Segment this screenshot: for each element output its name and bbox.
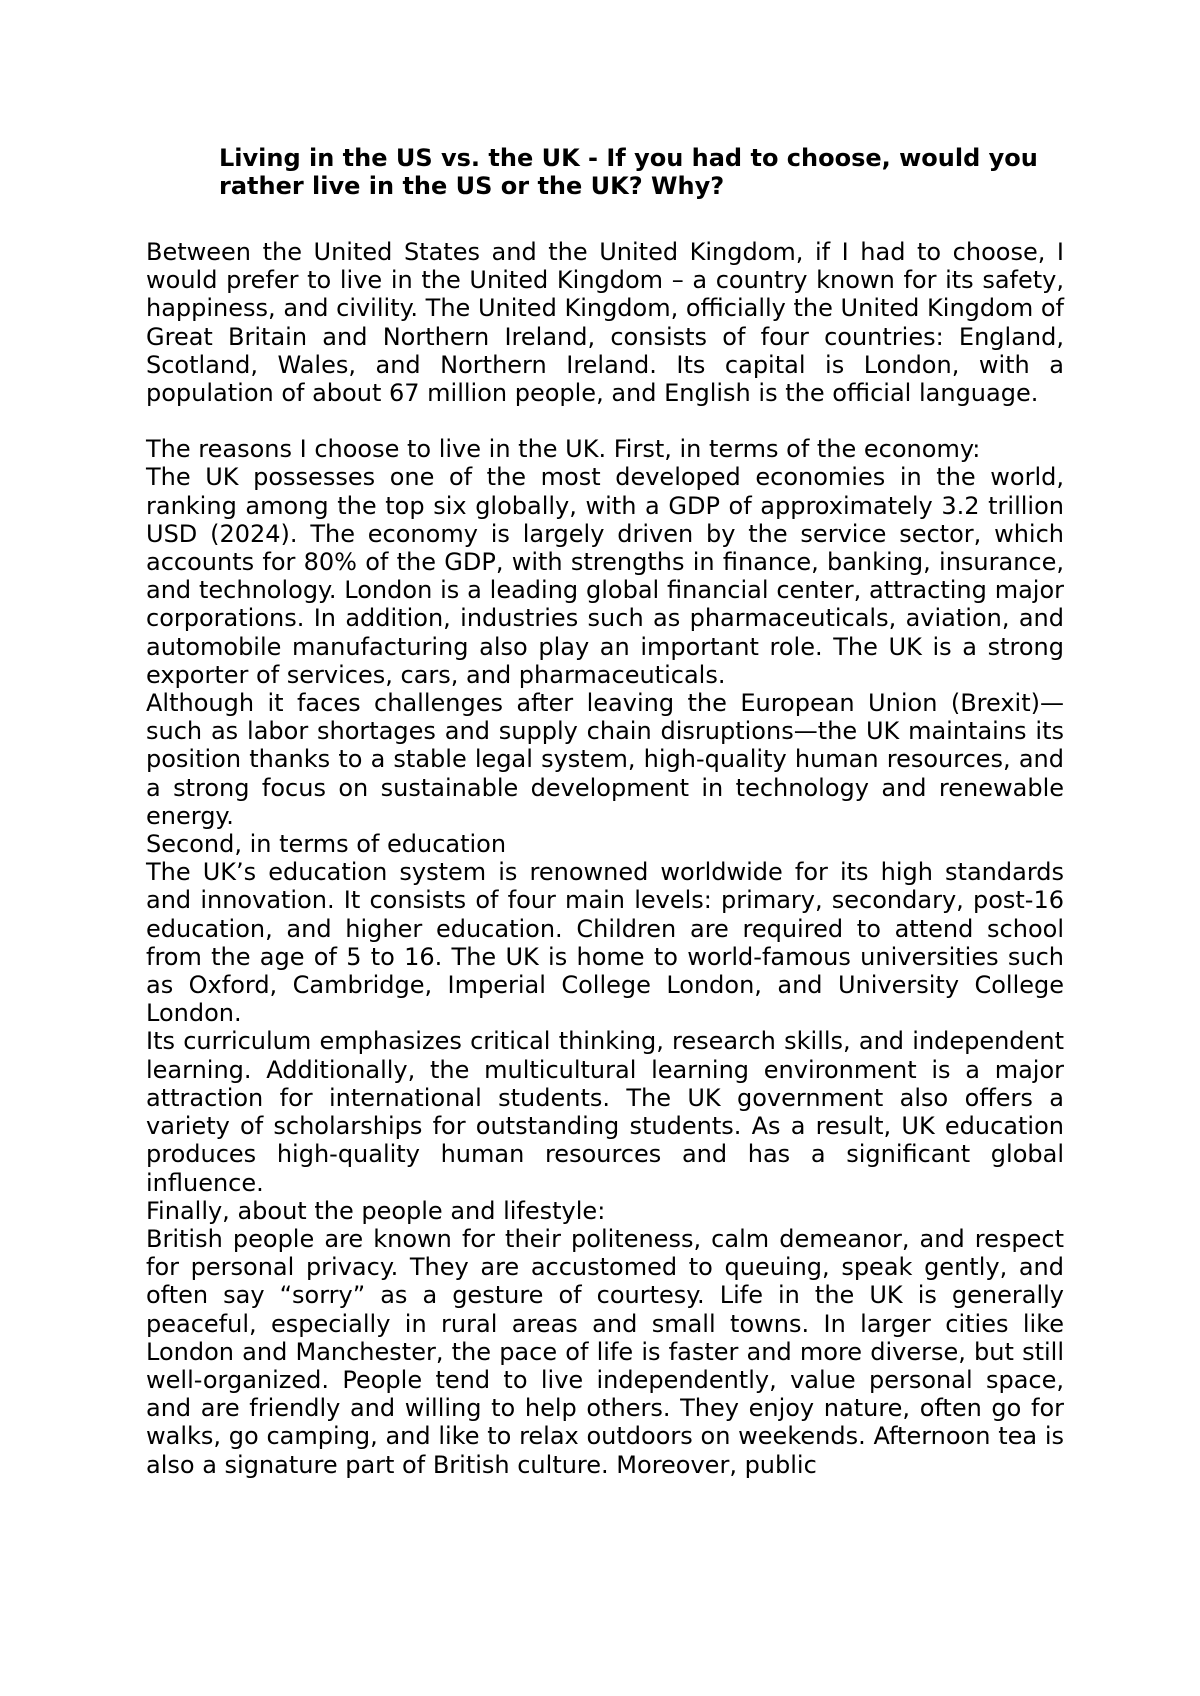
economy-heading: The reasons I choose to live in the UK. First, in terms of the economy:	[146, 435, 981, 464]
curriculum-paragraph: Its curriculum emphasizes critical thinking, research skills, and independent learning. Additionally, the multicultural learning environment is a major attraction for international students. The UK government also offers a variety of scholarships for outstanding students. As a result, UK education produces high-quality human resources and has a significant global influence.	[146, 1027, 1064, 1197]
document-title: Living in the US vs. the UK - If you had to choose, would you rather live in the US or the UK? Why?	[219, 144, 1038, 200]
lifestyle-paragraph: British people are known for their politeness, calm demeanor, and respect for personal privacy. They are accustomed to queuing, speak gently, and often say “sorry” as a gesture of courtesy. Life in the UK is generally peaceful, especially in rural areas and small towns. In larger cities like London and Manchester, the pace of life is faster and more diverse, but still well-organized. People tend to live independently, value personal space, and are friendly and willing to help others. They enjoy nature, often go for walks, go camping, and like to relax outdoors on weekends. Afternoon tea is also a signature part of British culture. Moreover, public	[146, 1224, 1064, 1479]
intro-paragraph: Between the United States and the United Kingdom, if I had to choose, I would prefer to live in the United Kingdom – a country known for its safety, happiness, and civility. The United Kingdom, officially the United Kingdom of Great Britain and Northern Ireland, consists of four countries: England, Scotland, Wales, and Northern Ireland. Its capital is London, with a population of about 67 million people, and English is the official language.	[146, 238, 1064, 408]
education-paragraph: The UK’s education system is renowned worldwide for its high standards and innovation. It consists of four main levels: primary, secondary, post-16 education, and higher education. Children are required to attend school from the age of 5 to 16. The UK is home to world-famous universities such as Oxford, Cambridge, Imperial College London, and University College London.	[146, 858, 1064, 1028]
education-heading: Second, in terms of education	[146, 830, 507, 859]
document-body	[146, 238, 1064, 1479]
economy-paragraph: The UK possesses one of the most developed economies in the world, ranking among the top six globally, with a GDP of approximately 3.2 trillion USD (2024). The economy is largely driven by the service sector, which accounts for 80% of the GDP, with strengths in finance, banking, insurance, and technology. London is a leading global financial center, attracting major corporations. In addition, industries such as pharmaceuticals, aviation, and automobile manufacturing also play an important role. The UK is a strong exporter of services, cars, and pharmaceuticals.	[146, 463, 1064, 689]
brexit-paragraph: Although it faces challenges after leaving the European Union (Brexit)—such as labor shortages and supply chain disruptions—the UK maintains its position thanks to a stable legal system, high-quality human resources, and a strong focus on sustainable development in technology and renewable energy.	[146, 689, 1064, 830]
lifestyle-heading: Finally, about the people and lifestyle:	[146, 1196, 606, 1225]
